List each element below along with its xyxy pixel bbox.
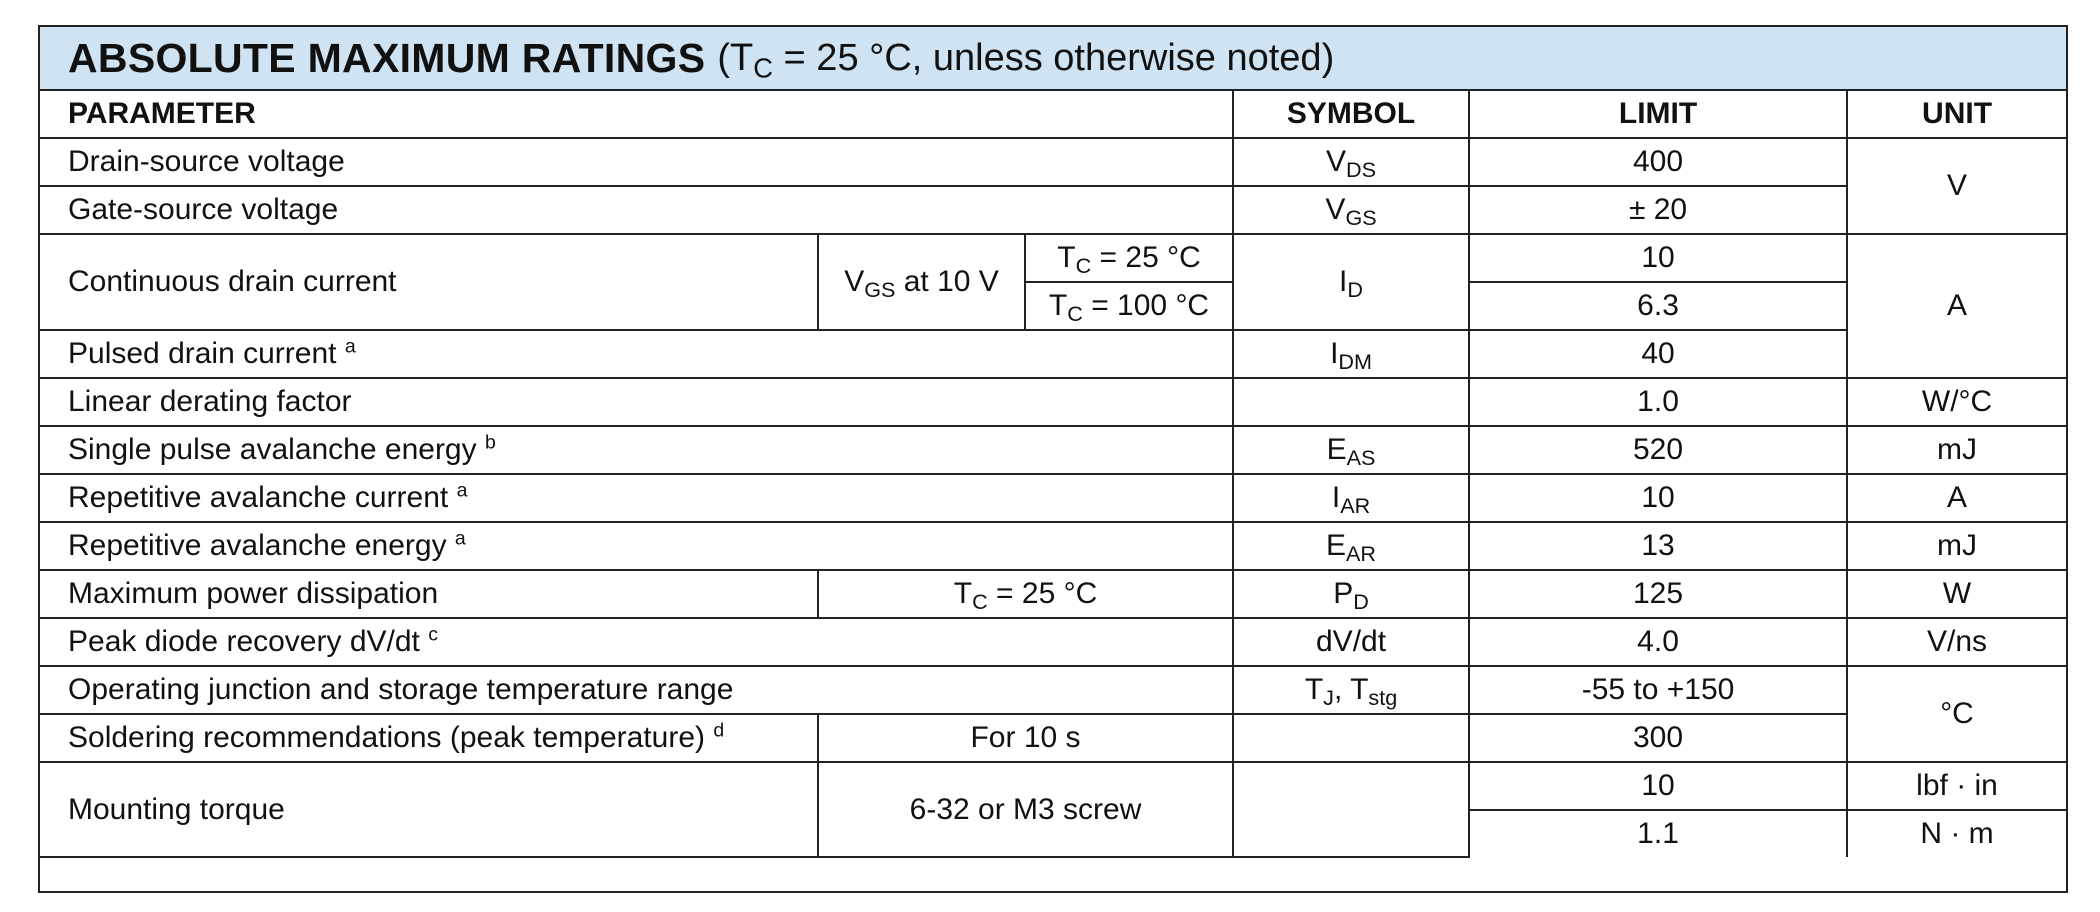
limit-cell: 125 xyxy=(1469,570,1847,618)
symbol-cell: $I_{AR}$ xyxy=(1233,474,1469,522)
table-row xyxy=(40,426,2066,474)
limit-cell: 1.1 xyxy=(1469,810,1847,857)
limit-cell: 6.3 xyxy=(1469,282,1847,330)
unit-cell: A xyxy=(1847,474,2066,522)
table-row xyxy=(40,234,2066,282)
condition-cell: $T_C = 100$ °C xyxy=(1025,282,1233,330)
table-row xyxy=(40,330,2066,378)
table-row xyxy=(40,474,2066,522)
limit-cell: 4.0 xyxy=(1469,618,1847,666)
limit-cell: 40 xyxy=(1469,330,1847,378)
table-row xyxy=(40,186,2066,234)
header-limit: LIMIT xyxy=(1469,91,1847,138)
header-parameter: PARAMETER xyxy=(40,91,1233,138)
limit-cell: 520 xyxy=(1469,426,1847,474)
parameter-cell: Peak diode recovery dV/dt $^c$ xyxy=(40,618,1233,666)
unit-cell: V/ns xyxy=(1847,618,2066,666)
symbol-cell: $I_D$ xyxy=(1233,234,1469,330)
parameter-cell: Mounting torque xyxy=(40,762,818,857)
limit-cell: 13 xyxy=(1469,522,1847,570)
unit-cell: W/°C xyxy=(1847,378,2066,426)
absolute-maximum-ratings-table xyxy=(38,25,2068,893)
symbol-cell xyxy=(1233,762,1469,857)
limit-cell: 300 xyxy=(1469,714,1847,762)
unit-cell: W xyxy=(1847,570,2066,618)
table-row xyxy=(40,618,2066,666)
symbol-cell xyxy=(1233,378,1469,426)
condition-cell: $T_C = 25$ °C xyxy=(1025,234,1233,282)
limit-cell: 400 xyxy=(1469,138,1847,186)
header-unit: UNIT xyxy=(1847,91,2066,138)
limit-cell: 10 xyxy=(1469,474,1847,522)
title-condition: ($T_C = 25$ °C, unless otherwise noted) xyxy=(717,36,1335,84)
ratings-table xyxy=(40,91,2066,858)
parameter-cell: Single pulse avalanche energy $^b$ xyxy=(40,426,1233,474)
unit-cell: mJ xyxy=(1847,426,2066,474)
parameter-cell: Repetitive avalanche current $^a$ xyxy=(40,474,1233,522)
parameter-cell: Linear derating factor xyxy=(40,378,1233,426)
parameter-cell: Repetitive avalanche energy $^a$ xyxy=(40,522,1233,570)
symbol-cell: $P_D$ xyxy=(1233,570,1469,618)
limit-cell: 10 xyxy=(1469,762,1847,810)
condition-cell: For 10 s xyxy=(818,714,1233,762)
table-row xyxy=(40,762,2066,810)
parameter-cell: Gate-source voltage xyxy=(40,186,1233,234)
table-row xyxy=(40,570,2066,618)
table-row xyxy=(40,138,2066,186)
parameter-cell: Maximum power dissipation xyxy=(40,570,818,618)
table-row xyxy=(40,522,2066,570)
parameter-cell: Operating junction and storage temperature range xyxy=(40,666,1233,714)
parameter-cell: Soldering recommendations (peak temperature) $^d$ xyxy=(40,714,818,762)
title-main: ABSOLUTE MAXIMUM RATINGS xyxy=(68,34,706,81)
limit-cell: 10 xyxy=(1469,234,1847,282)
unit-cell: N · m xyxy=(1847,810,2066,857)
parameter-cell: Continuous drain current xyxy=(40,234,818,330)
table-title xyxy=(40,27,2066,91)
table-row xyxy=(40,666,2066,714)
symbol-cell: $V_{GS}$ xyxy=(1233,186,1469,234)
condition-cell: 6-32 or M3 screw xyxy=(818,762,1233,857)
unit-cell: lbf · in xyxy=(1847,762,2066,810)
unit-cell: mJ xyxy=(1847,522,2066,570)
parameter-cell: Drain-source voltage xyxy=(40,138,1233,186)
parameter-cell: Pulsed drain current $^a$ xyxy=(40,330,1233,378)
symbol-cell: $T_J$, $T_{stg}$ xyxy=(1233,666,1469,714)
symbol-cell: $V_{DS}$ xyxy=(1233,138,1469,186)
table-row xyxy=(40,714,2066,762)
symbol-cell: $E_{AS}$ xyxy=(1233,426,1469,474)
table-row xyxy=(40,378,2066,426)
unit-cell: V xyxy=(1847,138,2066,234)
limit-cell: ± 20 xyxy=(1469,186,1847,234)
condition-cell: $T_C = 25$ °C xyxy=(818,570,1233,618)
condition-cell: $V_{GS}$ at 10 V xyxy=(818,234,1025,330)
unit-cell: A xyxy=(1847,234,2066,378)
limit-cell: 1.0 xyxy=(1469,378,1847,426)
symbol-cell: $E_{AR}$ xyxy=(1233,522,1469,570)
header-symbol: SYMBOL xyxy=(1233,91,1469,138)
unit-cell: °C xyxy=(1847,666,2066,762)
limit-cell: -55 to +150 xyxy=(1469,666,1847,714)
symbol-cell: $I_{DM}$ xyxy=(1233,330,1469,378)
symbol-cell: dV/dt xyxy=(1233,618,1469,666)
symbol-cell xyxy=(1233,714,1469,762)
header-row xyxy=(40,91,2066,138)
